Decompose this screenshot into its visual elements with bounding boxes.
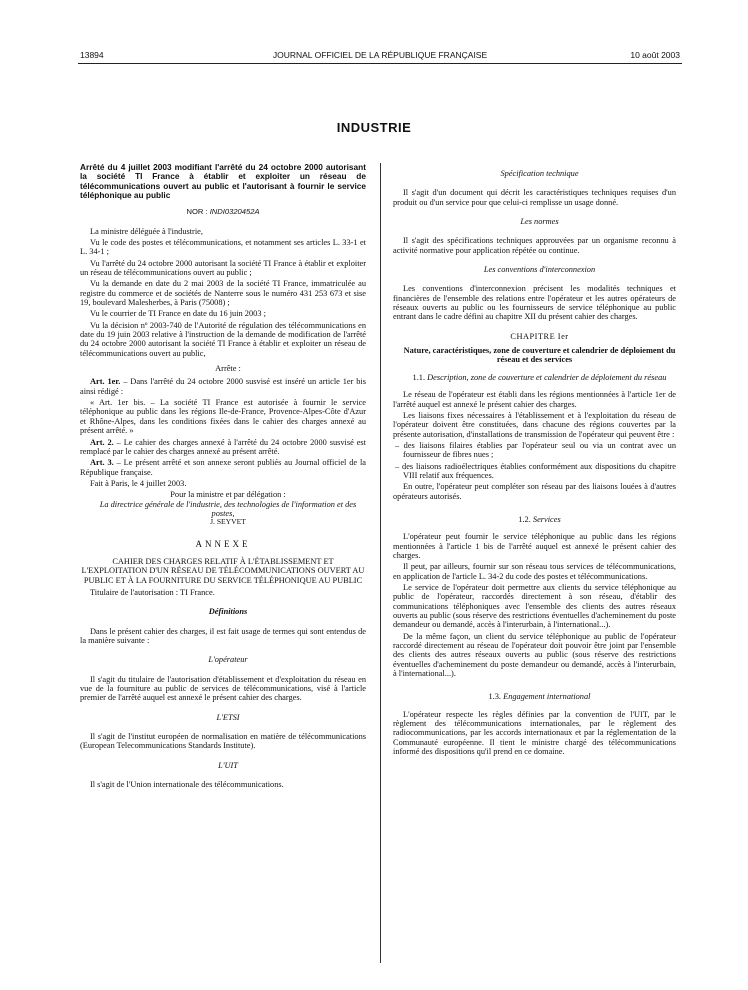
cahier-title: CAHIER DES CHARGES RELATIF À L'ÉTABLISSEMENT ET L'EXPLOITATION D'UN RÉSEAU DE TÉLÉCOMMUNICATIONS OUVERT AU PUBLIC ET À LA FOURNITURE DU SERVICE TÉLÉPHONIQUE AU PUBLIC (81, 556, 365, 585)
right-column (393, 163, 676, 759)
paragraph: Vu l'arrêté du 24 octobre 2000 autorisant la société TI France à établir et exploiter un réseau de télécommunications ouvert au public ; (80, 258, 366, 277)
subheading: L'opérateur (208, 655, 248, 665)
chapter-subtitle: Nature, caractéristiques, zone de couverture et calendrier de déploiement du réseau et des services (403, 346, 676, 365)
paragraph: Il s'agit du titulaire de l'autorisation d'établissement et d'exploitation du réseau en vue de la fourniture au public de services de télécommunications, visé à l'article premier de l'arrêté auquel est annexé le présent cahier des charges. (80, 674, 366, 703)
journal-title: JOURNAL OFFICIEL DE LA RÉPUBLIQUE FRANÇAISE (272, 50, 488, 60)
paragraph: Vu le code des postes et télécommunications, et notamment ses articles L. 33-1 et L. 34-1 ; (80, 237, 366, 257)
place-date: Fait à Paris, le 4 juillet 2003. (90, 478, 187, 488)
nor-reference (80, 208, 366, 217)
chapter-heading: CHAPITRE Ier (510, 331, 569, 341)
section-title: INDUSTRIE (336, 120, 412, 135)
paragraph: Il s'agit de l'Union internationale des télécommunications. (90, 779, 284, 789)
article-label: Art. 2. (90, 437, 114, 447)
column-divider (380, 163, 381, 963)
paragraph: Il s'agit des spécifications techniques approuvées par un organisme reconnu à activité normative pour application répétée ou continue. (393, 236, 676, 255)
paragraph: De la même façon, un client du service téléphonique au public de l'opérateur raccordé directement au réseau de l'opérateur doit pouvoir être joint par l'ensemble des clients des autres réseaux ouverts au public (sous réserve des restrictions éventuelles d'acheminement du poste demandeur ou demandé, accès à l'interurbain, à l'international...). (393, 631, 676, 679)
paragraph: L'opérateur respecte les règles définies par la convention de l'UIT, par le règlement des télécommunications internationales, par le règlement des radiocommunications, par les accords internationaux et par la réglementation de la Communauté européenne. Il tient le ministre chargé des télécommunications informé des dispositions qu'il prend en ce domaine. (393, 709, 676, 757)
subheading: L'UIT (218, 760, 238, 770)
subheading: Les normes (520, 217, 559, 227)
section-heading: 1.3. Engagement international (488, 692, 591, 702)
nor-code: INDI0320452A (209, 207, 260, 217)
signature-title: La directrice générale de l'industrie, des technologies de l'information et des postes, (99, 499, 357, 518)
annexe-heading: ANNEXE (195, 538, 251, 549)
paragraph: Le réseau de l'opérateur est établi dans les régions mentionnées à l'article 1er de l'arrêté auquel est annexé le présent cahier des charges. (393, 390, 676, 409)
header-rule (78, 63, 682, 64)
article-3: Art. 3. – Le présent arrêté et son annexe seront publiés au Journal officiel de la République française. (80, 458, 367, 477)
running-header (80, 50, 680, 64)
nor-label: NOR : (186, 207, 210, 217)
section-heading: 1.1. Description, zone de couverture et calendrier de déploiement du réseau (412, 372, 667, 382)
decree-title: Arrêté du 4 juillet 2003 modifiant l'arrêté du 24 octobre 2000 autorisant la société TI France à établir et exploiter un réseau de télécommunications ouvert au public et l'autorisant à fournir le service téléphonique au public (80, 162, 366, 200)
article-label: Art. 3. (90, 458, 114, 468)
paragraph: Il peut, par ailleurs, fournir sur son réseau tous services de télécommunications, en application de l'article L. 34-2 du code des postes et télécommunications. (393, 562, 676, 581)
article-2: Art. 2. – Le cahier des charges annexé à l'arrêté du 24 octobre 2000 susvisé est remplacé par le cahier des charges annexé au présent arrêté. (80, 437, 366, 456)
arrete-heading: Arrête : (215, 364, 241, 374)
paragraph: Le service de l'opérateur doit permettre aux clients du service téléphonique au public de l'opérateur, raccordés directement à son réseau, d'établir des communications téléphoniques avec l'ensemble des clients des autres réseaux ouverts au public (sous réserve des restrictions éventuelles d'acheminement du poste demandeur ou demandé, accès à l'interurbain, à l'international...). (393, 583, 676, 630)
issue-date: 10 août 2003 (630, 50, 680, 60)
subheading: Définitions (208, 607, 248, 617)
subheading: L'ETSI (216, 712, 240, 722)
subheading: Les conventions d'interconnexion (483, 265, 596, 275)
paragraph: La ministre déléguée à l'industrie, (90, 226, 203, 236)
paragraph: Dans le présent cahier des charges, il est fait usage de termes qui sont entendus de la manière suivante : (80, 626, 366, 645)
page-number: 13894 (80, 50, 104, 60)
paragraph: Les liaisons fixes nécessaires à l'établissement et à l'exploitation du réseau de l'opérateur doivent être constituées, dans chacune des régions couvertes par la présente autorisation, d'installations de transmission de l'opérateur qui peuvent être : (393, 410, 676, 439)
left-column (80, 163, 366, 791)
paragraph: Vu le courrier de TI France en date du 16 juin 2003 ; (90, 309, 266, 319)
subheading: Spécification technique (500, 169, 579, 178)
paragraph: Les conventions d'interconnexion précisent les modalités techniques et financières de l'ensemble des relations entre l'opérateur et les autres opérateurs de réseaux ouverts au public ou les fournisseurs de service téléphonique au public entrant dans le cadre défini au chapitre XII du présent cahier des charges. (393, 284, 676, 322)
list-item: – des liaisons radioélectriques établies conformément aux dispositions du chapitre VIII relatif aux fréquences. (395, 461, 676, 480)
paragraph: Titulaire de l'autorisation : TI France. (90, 587, 215, 597)
list-item: – des liaisons filaires établies par l'opérateur seul ou via un contrat avec un fournisseur de fibres nues ; (395, 440, 676, 460)
paragraph: Il s'agit d'un document qui décrit les caractéristiques techniques requises d'un produit ou d'un service pour que celui-ci remplisse un usage donné. (393, 188, 676, 207)
signature-line: Pour la ministre et par délégation : (170, 490, 286, 500)
signatory-name: J. SEYVET (210, 517, 246, 527)
paragraph: L'opérateur peut fournir le service téléphonique au public dans les régions mentionnées à l'article 1 bis de l'arrêté auquel est annexé le présent cahier des charges. (393, 532, 676, 560)
article-label: Art. 1er. (90, 377, 121, 387)
article-1: Art. 1er. – Dans l'arrêté du 24 octobre 2000 susvisé est inséré un article 1er bis ainsi rédigé : (80, 377, 366, 396)
paragraph: Vu la décision nº 2003-740 de l'Autorité de régulation des télécommunications en date du 19 juin 2003 relative à l'instruction de la demande de modification de l'arrêté du 24 octobre 2000 autorisant la société TI France à établir et exploiter un réseau de télécommunications ouvert au public, (80, 320, 366, 358)
paragraph: En outre, l'opérateur peut compléter son réseau par des liaisons louées à d'autres opérateurs autorisés. (393, 482, 676, 501)
paragraph: Il s'agit de l'institut européen de normalisation en matière de télécommunications (European Telecommunications Standards Institute). (80, 731, 366, 751)
section-heading: 1.2. Services (518, 514, 561, 524)
liaisons-list (393, 441, 676, 480)
article-1-quote: « Art. 1er bis. – La société TI France est autorisée à fournir le service téléphonique au public dans les régions Ile-de-France, Provence-Alpes-Côte d'Azur et Rhône-Alpes, dans les conditions fixées dans le cahier des charges annexé au présent arrêté. » (80, 398, 366, 436)
paragraph: Vu la demande en date du 2 mai 2003 de la société TI France, immatriculée au registre du commerce et de sociétés de Nanterre sous le numéro 431 253 673 et sise 19, boulevard Malesherbes, à Paris (75008) ; (80, 279, 366, 308)
